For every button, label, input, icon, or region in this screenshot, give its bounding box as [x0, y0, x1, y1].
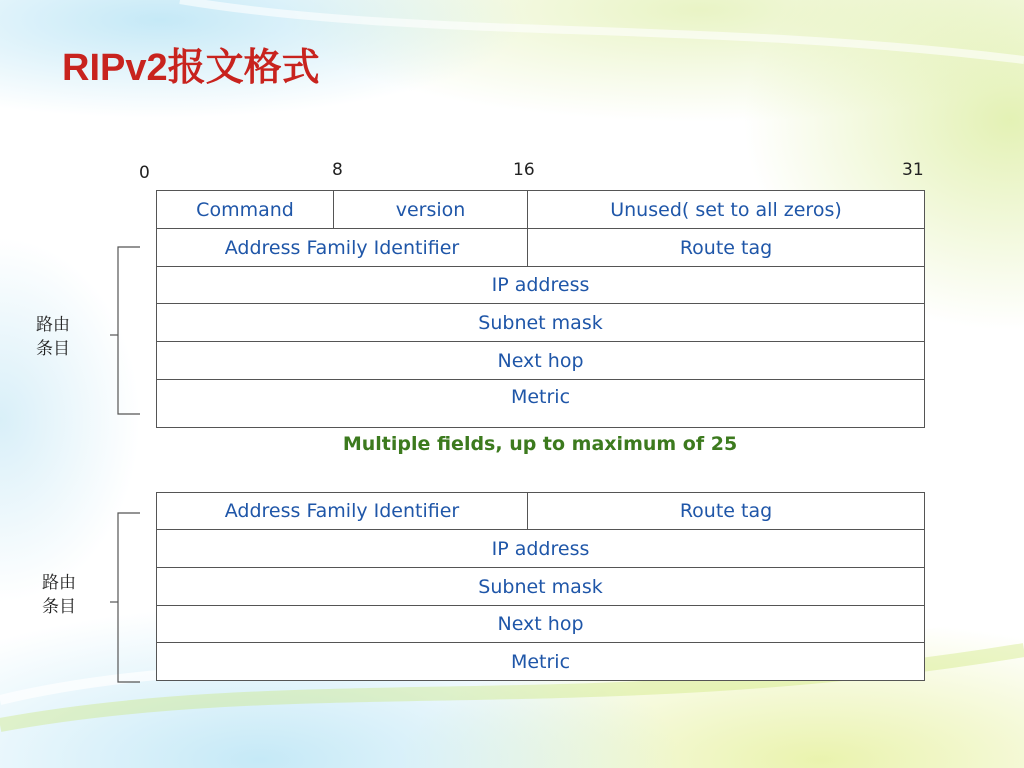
- table-row: [157, 267, 925, 304]
- table-row: [157, 568, 925, 606]
- table-row: [157, 229, 925, 267]
- subnet-mask-field: Subnet mask: [157, 304, 925, 342]
- bit-marker-16: 16: [513, 160, 535, 180]
- table-row: [157, 304, 925, 342]
- max-entries-note: Multiple fields, up to maximum of 25: [342, 433, 738, 455]
- route-entry-bracket-top: [110, 240, 156, 420]
- slide-title: RIPv2报文格式: [62, 47, 320, 89]
- subnet-mask-field: Subnet mask: [157, 568, 925, 606]
- bit-marker-8: 8: [332, 160, 343, 180]
- route-tag-field: Route tag: [528, 229, 925, 267]
- route-entry-bracket-bottom: [110, 508, 156, 688]
- command-field: Command: [157, 191, 334, 229]
- header-row: [157, 191, 925, 229]
- route-entry-label-line2: 条目: [36, 339, 70, 359]
- address-family-identifier-field: Address Family Identifier: [157, 493, 528, 530]
- version-field: version: [334, 191, 528, 229]
- route-entry-label-line1: 路由: [42, 573, 76, 593]
- table-row: [157, 342, 925, 380]
- table-row: [157, 530, 925, 568]
- ip-address-field: IP address: [157, 530, 925, 568]
- table-row: [157, 493, 925, 530]
- metric-field: Metric: [157, 643, 925, 681]
- route-entry-table: [156, 492, 925, 681]
- route-entry-label-top: [36, 313, 76, 361]
- bit-marker-31: 31: [902, 160, 924, 180]
- bit-marker-0: 0: [139, 163, 150, 183]
- metric-field: Metric: [157, 380, 925, 428]
- unused-field: Unused( set to all zeros): [528, 191, 925, 229]
- route-entry-label-line2: 条目: [42, 597, 76, 617]
- route-entry-label-bottom: [42, 571, 82, 619]
- rip-header-table: [156, 190, 925, 428]
- table-row: [157, 643, 925, 681]
- ip-address-field: IP address: [157, 267, 925, 304]
- address-family-identifier-field: Address Family Identifier: [157, 229, 528, 267]
- next-hop-field: Next hop: [157, 606, 925, 643]
- table-row: [157, 380, 925, 428]
- table-row: [157, 606, 925, 643]
- route-entry-label-line1: 路由: [36, 315, 70, 335]
- next-hop-field: Next hop: [157, 342, 925, 380]
- route-tag-field: Route tag: [528, 493, 925, 530]
